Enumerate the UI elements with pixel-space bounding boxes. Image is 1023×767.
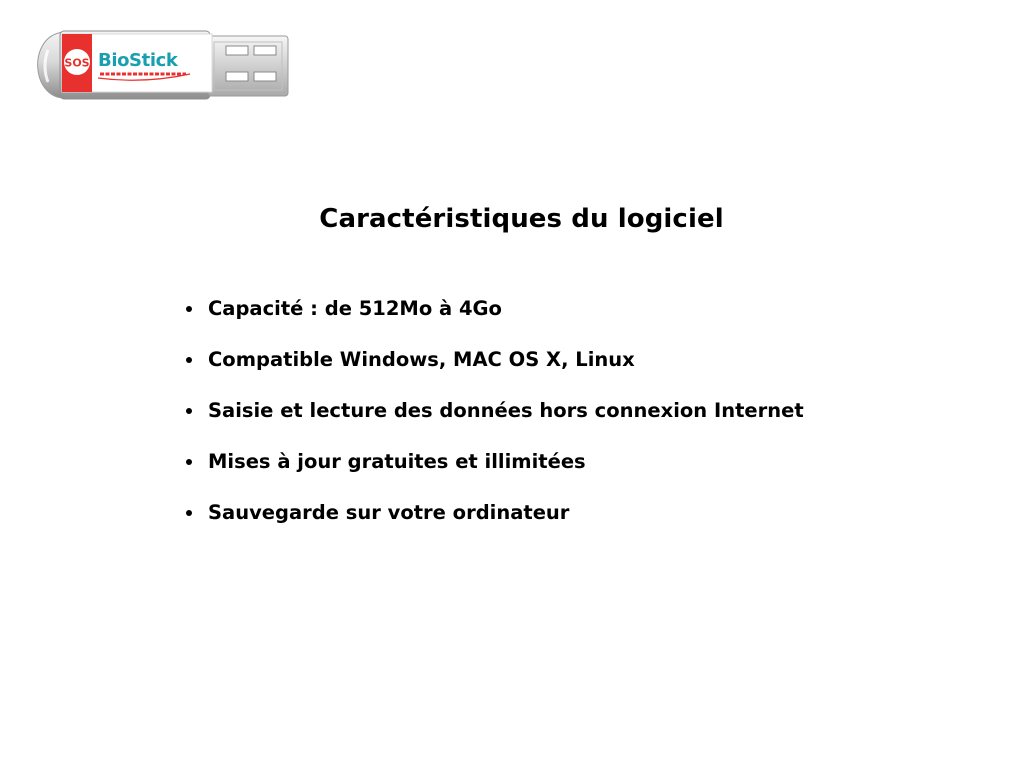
feature-text: Sauvegarde sur votre ordinateur xyxy=(208,501,570,524)
bullet-icon xyxy=(186,357,192,363)
logo-brand-name: BioStick xyxy=(98,50,178,71)
bullet-icon xyxy=(186,510,192,516)
bullet-icon xyxy=(186,459,192,465)
feature-text: Mises à jour gratuites et illimitées xyxy=(208,450,586,473)
bullet-icon xyxy=(186,408,192,414)
feature-text: Compatible Windows, MAC OS X, Linux xyxy=(208,348,635,371)
slide-title: Caractéristiques du logiciel xyxy=(319,204,724,234)
biostick-usb-logo xyxy=(34,22,290,108)
logo-sos-text: SOS xyxy=(64,56,90,70)
feature-text: Saisie et lecture des données hors connexion Internet xyxy=(208,399,804,422)
feature-text: Capacité : de 512Mo à 4Go xyxy=(208,297,502,320)
bullet-icon xyxy=(186,306,192,312)
